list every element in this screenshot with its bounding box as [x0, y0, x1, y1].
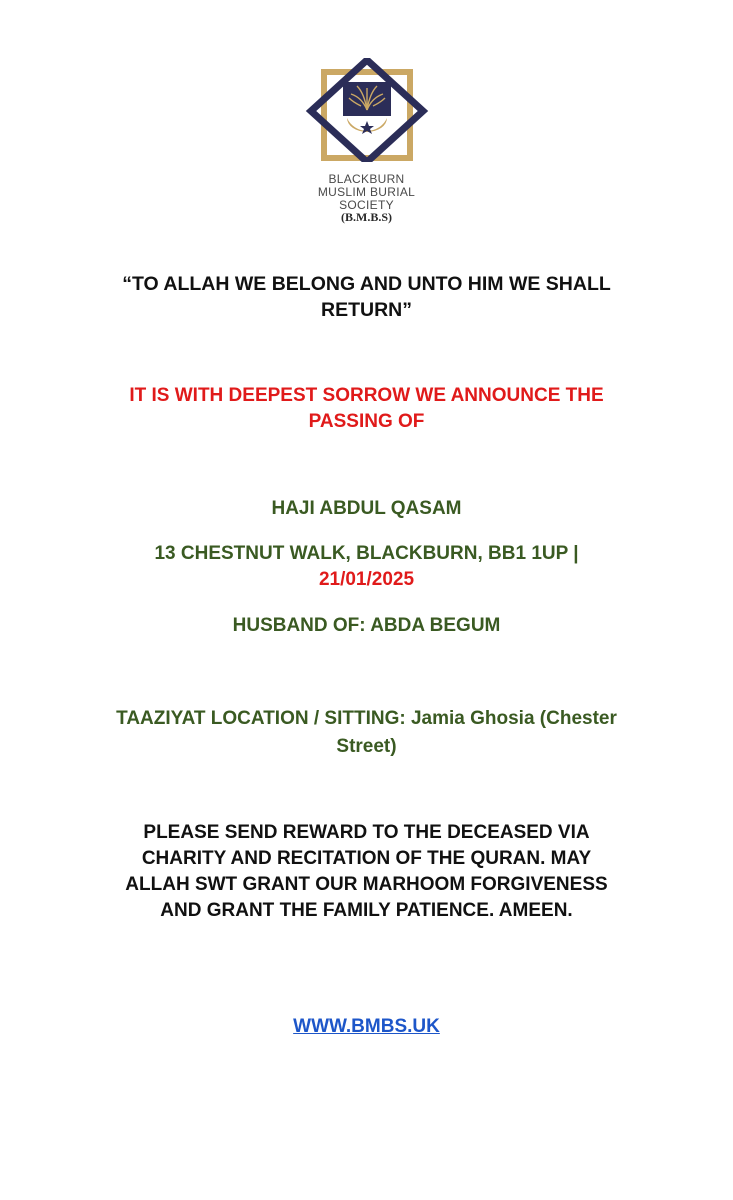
org-name-line-1: BLACKBURN	[328, 172, 405, 186]
deceased-date: 21/01/2025	[318, 569, 415, 590]
bmbs-logo-emblem	[305, 58, 429, 162]
deceased-address-block	[100, 541, 633, 593]
quote-text: “TO ALLAH WE BELONG AND UNTO HIM WE SHALL RETURN”	[122, 273, 611, 321]
deceased-relation: HUSBAND OF: ABDA BEGUM	[232, 615, 501, 636]
website-link[interactable]: WWW.BMBS.UK	[293, 1016, 440, 1037]
website-container	[100, 1014, 633, 1039]
announcement-text: IT IS WITH DEEPEST SORROW WE ANNOUNCE THE PASSING OF	[129, 385, 604, 432]
org-name-line-3: SOCIETY	[339, 198, 394, 212]
deceased-name: HAJI ABDUL QASAM	[271, 498, 462, 519]
closing-message: PLEASE SEND REWARD TO THE DECEASED VIA CHARITY AND RECITATION OF THE QURAN. MAY ALLAH SWT GRANT OUR MARHOOM FORGIVENESS AND GRANT THE FAMILY PATIENCE. AMEEN.	[125, 822, 608, 921]
org-name-line-2: MUSLIM BURIAL	[317, 185, 416, 199]
taaziyat-location: TAAZIYAT LOCATION / SITTING: Jamia Ghosia (Chester Street)	[116, 708, 617, 757]
org-abbreviation: (B.M.B.S)	[341, 210, 392, 224]
deceased-address: 13 CHESTNUT WALK, BLACKBURN, BB1 1UP |	[154, 543, 579, 564]
